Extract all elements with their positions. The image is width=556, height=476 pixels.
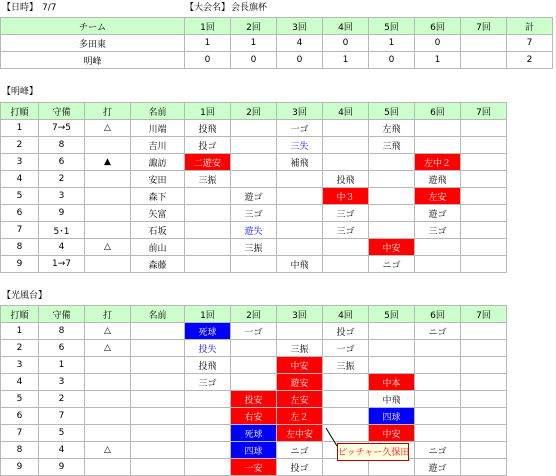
team-score-row [1,52,553,69]
player-name: 石坂 [131,222,185,239]
at-bat-result: 補飛 [277,154,323,171]
at-bat-result: 投ゴ [323,323,369,340]
inning-score [461,35,507,52]
column-header: 計 [507,18,553,35]
inning-score: 1 [185,35,231,52]
fielding-position: 9 [39,459,85,476]
fielding-position: 8 [39,323,85,340]
batter-row [1,323,507,340]
player-name [131,340,185,357]
batter-row [1,391,507,408]
at-bat-result: 投安 [231,391,277,408]
at-bat-result [369,171,415,188]
at-bat-result: 投ゴ [277,459,323,476]
at-bat-result [461,188,507,205]
at-bat-result: 中飛 [277,256,323,273]
batting-hand-mark: △ [85,239,131,256]
player-name: 川端 [131,120,185,137]
column-header: チーム [1,18,185,35]
at-bat-result [231,171,277,188]
date-value: 7/7 [42,3,57,13]
inning-score: 0 [323,35,369,52]
batter-row [1,459,507,476]
at-bat-result: 三ゴ [185,374,231,391]
at-bat-result: 遊ゴ [231,188,277,205]
at-bat-result: 左中安 [277,425,323,442]
at-bat-result [185,256,231,273]
batting-hand-mark [85,357,131,374]
column-header: 打 [85,103,131,120]
at-bat-result [461,391,507,408]
at-bat-result [461,374,507,391]
column-header: 4回 [323,103,369,120]
fielding-position: 2 [39,171,85,188]
at-bat-result [185,425,231,442]
at-bat-result [369,340,415,357]
at-bat-result [415,357,461,374]
fielding-position: 4 [39,442,85,459]
batter-row [1,239,507,256]
batting-order: 9 [1,459,39,476]
at-bat-result: 三振 [277,340,323,357]
at-bat-result: ニゴ [277,442,323,459]
batting-hand-mark: ▲ [85,154,131,171]
at-bat-result: 一ゴ [277,120,323,137]
at-bat-result: 左安 [415,188,461,205]
at-bat-result: 投飛 [323,171,369,188]
batter-row [1,137,507,154]
inning-score: 0 [185,52,231,69]
team-score-row [1,35,553,52]
fielding-position: 7→5 [39,120,85,137]
at-bat-result: 右安 [231,408,277,425]
at-bat-result [323,154,369,171]
inning-score: 0 [231,52,277,69]
at-bat-result: ニゴ [415,442,461,459]
total-score: 2 [507,52,553,69]
inning-score: 4 [277,35,323,52]
batting-hand-mark [85,137,131,154]
at-bat-result: 中安 [277,357,323,374]
at-bat-result [231,357,277,374]
at-bat-result: 三失 [277,137,323,154]
fielding-position: 3 [39,374,85,391]
at-bat-result: 四球 [369,408,415,425]
batting-hand-mark [85,408,131,425]
at-bat-result: 三ゴ [323,205,369,222]
at-bat-result [461,205,507,222]
batting-order: 6 [1,205,39,222]
at-bat-result: 一ゴ [231,323,277,340]
pitcher-change-note: ピッチャー久保田 [337,443,409,461]
column-header: 4回 [323,306,369,323]
fielding-position: 1→7 [39,256,85,273]
player-name [131,323,185,340]
batter-row [1,188,507,205]
scoreboard-header-row [1,18,553,35]
batting-order: 8 [1,239,39,256]
batting-hand-mark [85,171,131,188]
at-bat-result: 三ゴ [415,222,461,239]
at-bat-result [185,442,231,459]
column-header: 1回 [185,103,231,120]
batting-hand-mark [85,425,131,442]
at-bat-result: ニゴ [369,256,415,273]
batting-hand-mark [85,205,131,222]
column-header: 5回 [369,306,415,323]
at-bat-result: 三振 [323,357,369,374]
batting-hand-mark [85,256,131,273]
batting-hand-mark [85,222,131,239]
batter-row [1,222,507,239]
batter-row [1,154,507,171]
at-bat-result [323,408,369,425]
player-name: 森藤 [131,256,185,273]
at-bat-result [323,120,369,137]
at-bat-result [369,188,415,205]
at-bat-result: 中３ [323,188,369,205]
at-bat-result [323,239,369,256]
batter-row [1,205,507,222]
column-header: 3回 [277,103,323,120]
at-bat-result [277,171,323,188]
column-header: 7回 [461,103,507,120]
at-bat-result [415,408,461,425]
batting-order: 7 [1,222,39,239]
at-bat-result: 遊飛 [415,171,461,188]
batter-row [1,374,507,391]
player-name: 諏訪 [131,154,185,171]
game-header [2,2,302,15]
at-bat-result: 遊ゴ [415,205,461,222]
tournament-value: 会長旗杯 [231,3,268,13]
at-bat-result [277,188,323,205]
at-bat-result [461,154,507,171]
at-bat-result [323,256,369,273]
column-header: 3回 [277,18,323,35]
column-header: 3回 [277,306,323,323]
at-bat-result [323,391,369,408]
player-name: 吉川 [131,137,185,154]
at-bat-result [415,391,461,408]
at-bat-result [415,256,461,273]
batting-hand-mark: △ [85,323,131,340]
player-name: 前山 [131,239,185,256]
player-name [131,374,185,391]
column-header: 1回 [185,306,231,323]
at-bat-result [185,239,231,256]
at-bat-result: 四球 [231,442,277,459]
at-bat-result [461,256,507,273]
batting-order: 4 [1,171,39,188]
batter-row [1,425,507,442]
batting-order: 7 [1,425,39,442]
fielding-position: 6 [39,340,85,357]
at-bat-result: 中飛 [369,391,415,408]
at-bat-result: 三ゴ [231,205,277,222]
batting-order: 1 [1,120,39,137]
batting-hand-mark [85,374,131,391]
at-bat-result [185,205,231,222]
batting-order: 3 [1,154,39,171]
at-bat-result [461,442,507,459]
at-bat-result [231,154,277,171]
at-bat-result: 投飛 [185,120,231,137]
player-name: 森下 [131,188,185,205]
at-bat-result: ニゴ [415,323,461,340]
at-bat-result [277,323,323,340]
at-bat-result [461,425,507,442]
at-bat-result: 投飛 [185,357,231,374]
at-bat-result [277,222,323,239]
at-bat-result [461,408,507,425]
batter-row [1,408,507,425]
column-header: 2回 [231,306,277,323]
at-bat-result: 遊安 [277,374,323,391]
column-header: 打順 [1,103,39,120]
player-name [131,357,185,374]
at-bat-result [415,374,461,391]
inning-score [461,52,507,69]
at-bat-result: 左飛 [369,120,415,137]
at-bat-result [231,256,277,273]
inning-score: 1 [231,35,277,52]
column-header: 1回 [185,18,231,35]
at-bat-result: 左２ [277,408,323,425]
batting-order: 2 [1,340,39,357]
player-name: 矢富 [131,205,185,222]
tournament-label: 【大会名】 [185,3,231,13]
batter-row [1,357,507,374]
batting-order: 1 [1,323,39,340]
at-bat-result [461,459,507,476]
batting-hand-mark: △ [85,442,131,459]
at-bat-result [461,323,507,340]
batting-order: 4 [1,374,39,391]
at-bat-result [369,323,415,340]
at-bat-result: 左中２ [415,154,461,171]
at-bat-result [461,357,507,374]
at-bat-result: 投ゴ [185,137,231,154]
section-title-meiho: 【明峰】 [2,87,39,97]
inning-score: 1 [369,35,415,52]
column-header: 守備 [39,306,85,323]
inning-score: 1 [415,52,461,69]
fielding-position: 6 [39,154,85,171]
scoreboard-table [0,17,553,69]
batting-order: 2 [1,137,39,154]
team-name: 明峰 [1,52,185,69]
at-bat-result [461,120,507,137]
column-header: 守備 [39,103,85,120]
column-header: 名前 [131,306,185,323]
at-bat-result [461,239,507,256]
at-bat-result [185,459,231,476]
at-bat-result [369,154,415,171]
inning-score: 0 [415,35,461,52]
fielding-position: 7 [39,408,85,425]
column-header: 6回 [415,18,461,35]
at-bat-result [231,137,277,154]
team-name: 多田東 [1,35,185,52]
batting-order: 5 [1,391,39,408]
batter-row [1,120,507,137]
player-name [131,459,185,476]
at-bat-result [461,340,507,357]
fielding-position: 9 [39,205,85,222]
at-bat-result: 遊ゴ [415,459,461,476]
at-bat-result: 中安 [369,425,415,442]
at-bat-result: 左安 [277,391,323,408]
batting-order: 6 [1,408,39,425]
player-name: 安田 [131,171,185,188]
batter-row [1,340,507,357]
column-header: 6回 [415,306,461,323]
inning-score: 0 [277,52,323,69]
batting-header-row [1,103,507,120]
at-bat-result: 死球 [185,323,231,340]
player-name [131,391,185,408]
at-bat-result: 三振 [185,171,231,188]
at-bat-result: 一安 [231,459,277,476]
at-bat-result: 中本 [369,374,415,391]
at-bat-result [369,205,415,222]
at-bat-result [323,374,369,391]
inning-score: 0 [369,52,415,69]
batting-hand-mark: △ [85,340,131,357]
fielding-position: 2 [39,391,85,408]
batting-order: 3 [1,357,39,374]
at-bat-result [461,222,507,239]
at-bat-result: 死球 [231,425,277,442]
player-name [131,408,185,425]
batting-hand-mark [85,188,131,205]
batting-header-row [1,306,507,323]
at-bat-result: 中安 [369,239,415,256]
column-header: 4回 [323,18,369,35]
at-bat-result [415,340,461,357]
at-bat-result [369,222,415,239]
at-bat-result [415,120,461,137]
at-bat-result: 一ゴ [323,340,369,357]
at-bat-result [323,137,369,154]
at-bat-result [369,357,415,374]
at-bat-result [415,137,461,154]
at-bat-result [185,391,231,408]
at-bat-result [415,425,461,442]
kofudai-batting-table [0,305,507,476]
total-score: 7 [507,35,553,52]
at-bat-result [277,205,323,222]
batter-row [1,256,507,273]
batting-order: 8 [1,442,39,459]
batting-order: 5 [1,188,39,205]
at-bat-result [277,239,323,256]
at-bat-result [231,374,277,391]
column-header: 2回 [231,18,277,35]
column-header: 7回 [461,306,507,323]
batting-hand-mark [85,459,131,476]
at-bat-result: 遊失 [231,222,277,239]
at-bat-result: 三ゴ [323,222,369,239]
column-header: 6回 [415,103,461,120]
meiho-batting-table [0,102,507,273]
column-header: 2回 [231,103,277,120]
column-header: 打順 [1,306,39,323]
at-bat-result [185,188,231,205]
batting-hand-mark: △ [85,120,131,137]
column-header: 名前 [131,103,185,120]
at-bat-result [231,120,277,137]
fielding-position: 4 [39,239,85,256]
column-header: 打 [85,306,131,323]
batting-order: 9 [1,256,39,273]
at-bat-result: 三飛 [369,137,415,154]
at-bat-result [231,340,277,357]
at-bat-result [185,408,231,425]
batter-row [1,442,507,459]
at-bat-result [415,239,461,256]
fielding-position: 3 [39,188,85,205]
fielding-position: 5･1 [39,222,85,239]
section-title-kofudai: 【光風台】 [2,291,48,301]
at-bat-result [185,222,231,239]
fielding-position: 1 [39,357,85,374]
fielding-position: 8 [39,137,85,154]
at-bat-result: 投失 [185,340,231,357]
at-bat-result: 三振 [231,239,277,256]
inning-score: 1 [323,52,369,69]
at-bat-result [461,171,507,188]
at-bat-result [461,137,507,154]
column-header: 5回 [369,18,415,35]
batter-row [1,171,507,188]
player-name [131,425,185,442]
at-bat-result: 二遊安 [185,154,231,171]
at-bat-result [323,425,369,442]
column-header: 7回 [461,18,507,35]
column-header: 5回 [369,103,415,120]
player-name [131,442,185,459]
batting-hand-mark [85,391,131,408]
fielding-position: 5 [39,425,85,442]
date-label: 【日時】 [2,3,39,13]
